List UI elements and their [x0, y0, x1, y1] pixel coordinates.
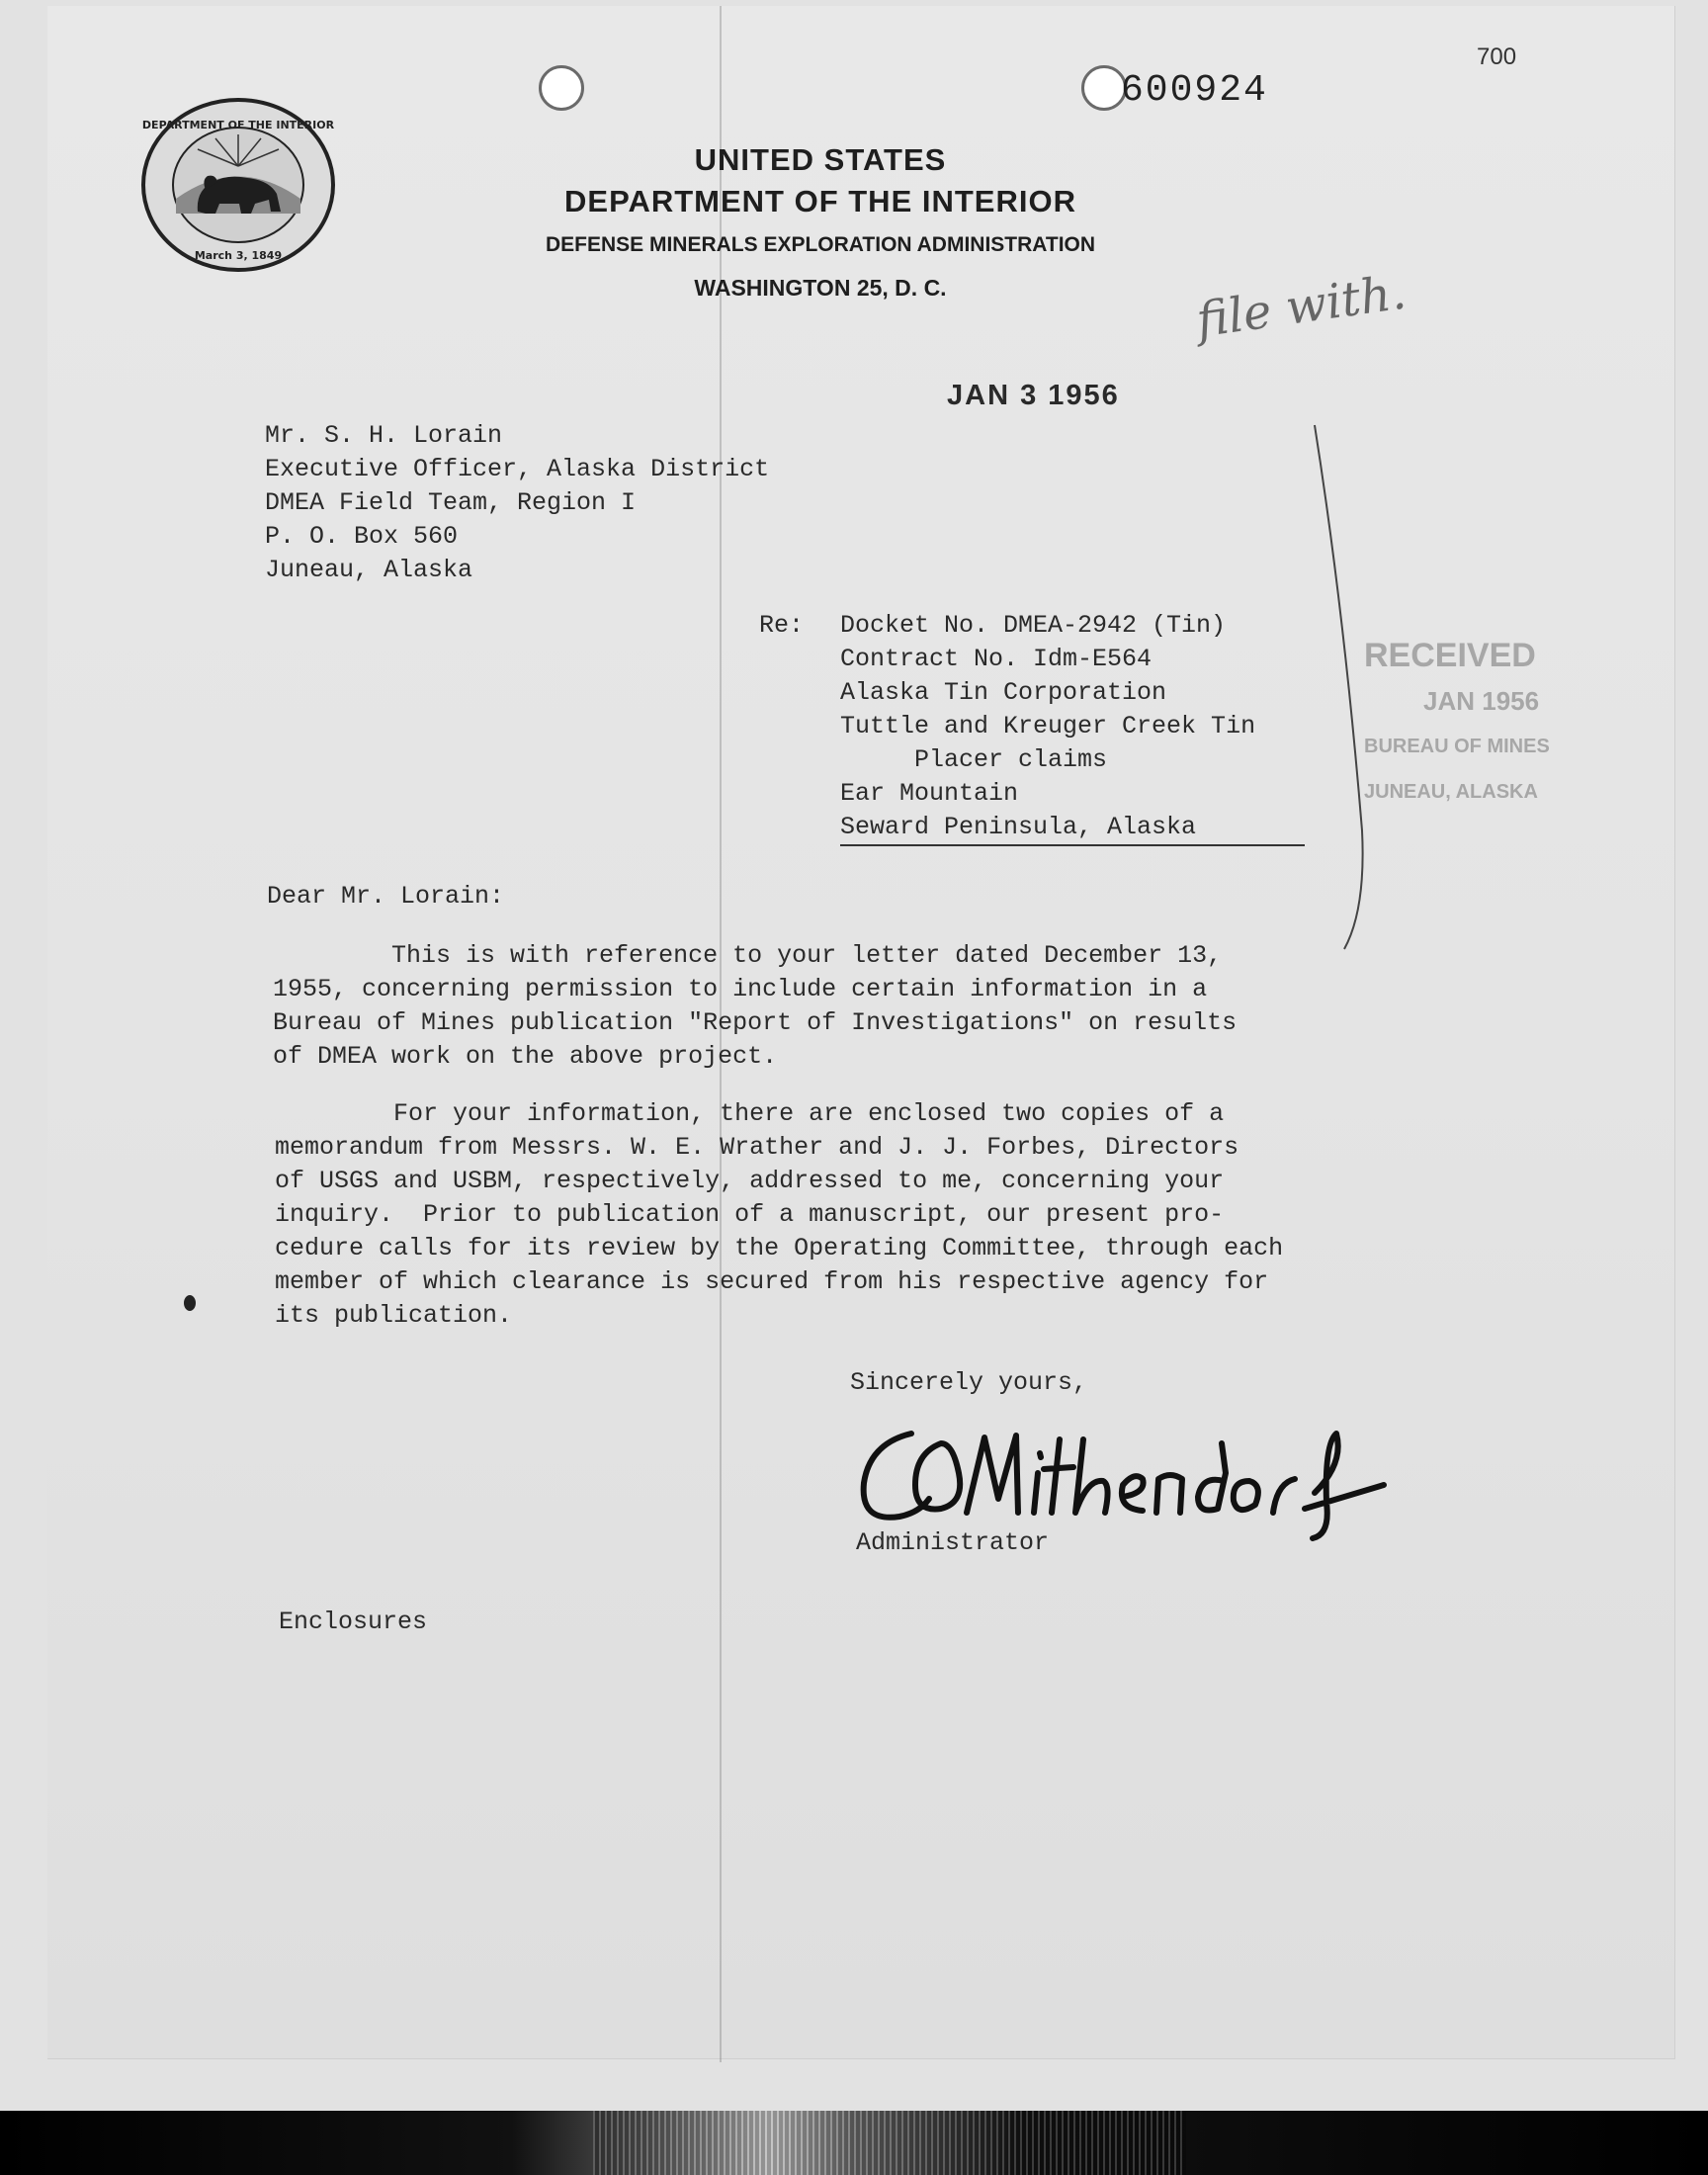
handwritten-note: file with.: [1193, 264, 1409, 349]
scanner-edge-stripes: [593, 2111, 1186, 2175]
seal-text-bottom: March 3, 1849: [194, 249, 283, 262]
reference-line-5: Placer claims: [840, 745, 1108, 774]
date-stamp: JAN 3 1956: [947, 380, 1120, 411]
paragraph-2: [275, 1097, 1283, 1333]
paragraph-1-line-1: This is with reference to your letter dated December 13,: [273, 941, 1223, 970]
reference-block: [840, 609, 1305, 846]
addressee-line-4: P. O. Box 560: [265, 522, 459, 551]
page-number: 700: [1477, 44, 1517, 70]
punch-hole-left: [539, 65, 584, 111]
addressee-block: [265, 419, 769, 587]
paragraph-1-line-4: of DMEA work on the above project.: [273, 1042, 778, 1071]
received-stamp-line-4: JUNEAU, ALASKA: [1364, 781, 1538, 803]
handwritten-signature: [850, 1414, 1404, 1542]
reference-label: Re:: [759, 611, 805, 640]
reference-line-6: Ear Mountain: [840, 779, 1019, 808]
received-stamp-line-1: RECEIVED: [1364, 637, 1536, 674]
closing: Sincerely yours,: [850, 1368, 1088, 1397]
paragraph-2-line-5: cedure calls for its review by the Operating Committee, through each: [275, 1234, 1284, 1262]
paragraph-2-line-2: memorandum from Messrs. W. E. Wrather and J. J. Forbes, Directors: [275, 1133, 1239, 1162]
letterhead-line-4: WASHINGTON 25, D. C.: [694, 275, 947, 301]
paragraph-2-line-1: For your information, there are enclosed two copies of a: [275, 1099, 1225, 1128]
reference-line-1: Docket No. DMEA-2942 (Tin): [840, 611, 1227, 640]
margin-bracket: [1305, 415, 1384, 969]
document-number: 600924: [1121, 69, 1268, 112]
addressee-line-3: DMEA Field Team, Region I: [265, 488, 637, 517]
reference-line-7: Seward Peninsula, Alaska: [840, 811, 1305, 846]
interior-seal-icon: [136, 95, 340, 275]
letterhead-line-3: DEFENSE MINERALS EXPLORATION ADMINISTRATION: [545, 233, 1096, 256]
paragraph-2-line-7: its publication.: [275, 1301, 513, 1330]
letterhead-line-2: DEPARTMENT OF THE INTERIOR: [564, 184, 1076, 218]
addressee-line-1: Mr. S. H. Lorain: [265, 421, 503, 450]
signer-title: Administrator: [856, 1528, 1050, 1557]
enclosures: Enclosures: [279, 1608, 428, 1636]
paragraph-1-line-2: 1955, concerning permission to include certain information in a: [273, 975, 1208, 1003]
paragraph-1: [273, 939, 1237, 1074]
paragraph-2-line-6: member of which clearance is secured from his respective agency for: [275, 1267, 1269, 1296]
scanner-edge-strip: [0, 2111, 1708, 2175]
salutation: Dear Mr. Lorain:: [267, 882, 505, 911]
reference-line-2: Contract No. Idm-E564: [840, 645, 1153, 673]
received-stamp-line-3: BUREAU OF MINES: [1364, 736, 1550, 757]
addressee-line-2: Executive Officer, Alaska District: [265, 455, 770, 483]
received-stamp: [1364, 633, 1550, 815]
paragraph-2-line-3: of USGS and USBM, respectively, addressed to me, concerning your: [275, 1167, 1225, 1195]
reference-line-3: Alaska Tin Corporation: [840, 678, 1167, 707]
received-stamp-line-2: JAN 1956: [1423, 686, 1540, 716]
addressee-line-5: Juneau, Alaska: [265, 556, 473, 584]
paragraph-2-line-4: inquiry. Prior to publication of a manuscript, our present pro-: [275, 1200, 1225, 1229]
seal-text-top: DEPARTMENT OF THE INTERIOR: [141, 119, 335, 131]
ink-dot: [184, 1295, 196, 1311]
reference-line-4: Tuttle and Kreuger Creek Tin: [840, 712, 1256, 740]
letterhead-line-1: UNITED STATES: [694, 142, 947, 177]
paragraph-1-line-3: Bureau of Mines publication "Report of Investigations" on results: [273, 1008, 1238, 1037]
